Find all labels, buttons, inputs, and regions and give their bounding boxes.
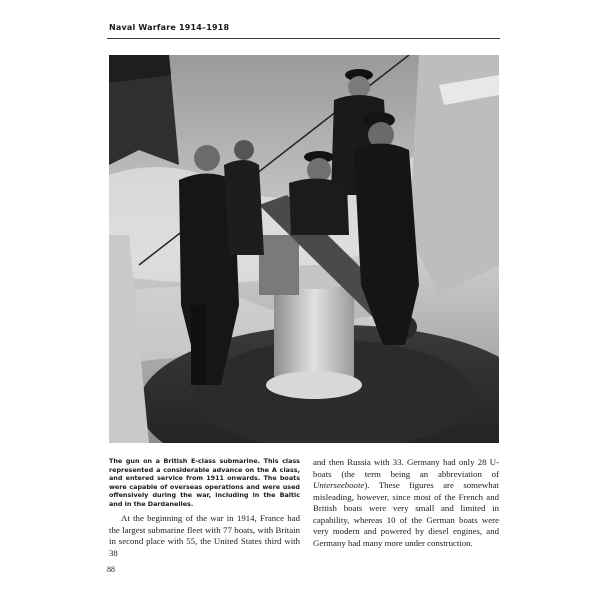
body-text-column-right bbox=[313, 457, 499, 549]
body-paragraph-continued bbox=[313, 457, 499, 549]
body-text-column-left bbox=[109, 513, 300, 559]
running-title: Naval Warfare 1914–1918 bbox=[109, 23, 230, 32]
body-text-span: ). These figures are somewhat misleading, however, since most of the French and British boats were very small and limited in capability, whereas 10 of the German boats were very modern and powered by diesel engines, and Germany had many more under construction. bbox=[313, 480, 499, 548]
photo-caption: The gun on a British E-class submarine. This class represented a considerable advance on the A class, and entered service from 1911 onwards. The boats were capable of overseas operations and were used offensively during the war, including in the Baltic and in the Dardanelles. bbox=[109, 457, 300, 508]
body-text-span: and then Russia with 33. Germany had only 28 U-boats (the term being an abbreviation of bbox=[313, 457, 499, 479]
body-paragraph: At the beginning of the war in 1914, France had the largest submarine fleet with 77 boats, with Britain in second place with 55, the United States third with 38 bbox=[109, 513, 300, 558]
submarine-gun-photo bbox=[109, 55, 499, 443]
italic-term: Unterseeboote bbox=[313, 480, 365, 490]
page-number: 88 bbox=[107, 565, 115, 574]
running-header bbox=[107, 22, 500, 39]
